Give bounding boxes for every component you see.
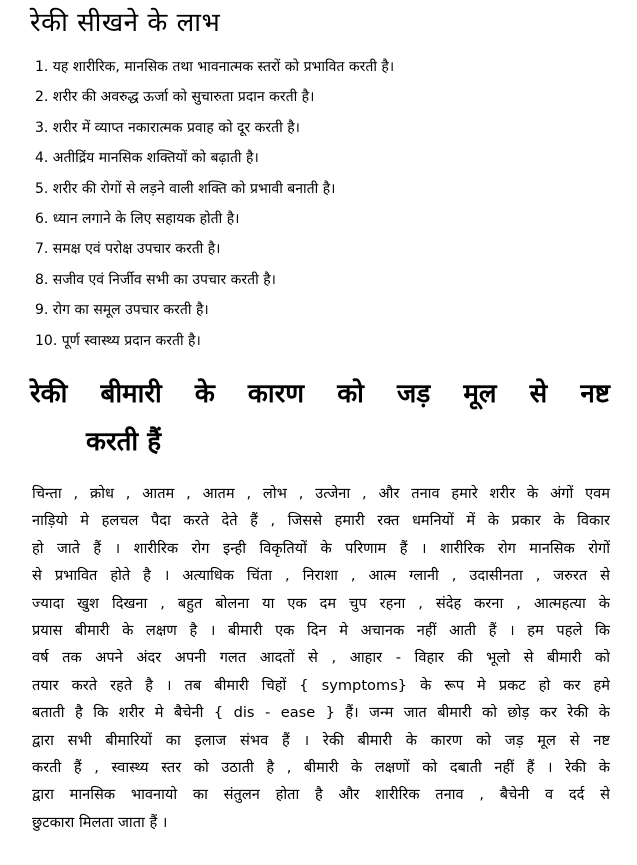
benefit-item: 4. अतीद्रिंय मानसिक शक्तियों को बढ़ाती है। bbox=[35, 150, 259, 167]
cause-heading-line-2: करती हैं bbox=[86, 427, 162, 457]
paragraph-line: प्रयास बीमारी के लक्षण है । बीमारी एक दिन मे अचानक नहीं आती हैं । हम पहले कि bbox=[32, 621, 610, 639]
body-paragraph bbox=[32, 480, 610, 836]
paragraph-line: से प्रभावित होते है । अत्याधिक चिंता , निराशा , आत्म ग्लानी , उदासीनता , जरुरत से bbox=[32, 567, 610, 585]
paragraph-line: चिन्ता , क्रोध , आतम , आतम , लोभ , उत्जेना , और तनाव हमारे शरीर के अंगों एवम bbox=[32, 485, 610, 502]
benefit-item: 5. शरीर की रोगों से लड़ने वाली शक्ति को प्रभावी बनाती है। bbox=[35, 180, 336, 197]
benefit-item: 9. रोग का समूल उपचार करती है। bbox=[35, 302, 209, 319]
paragraph-line: करती हैं , स्वास्थ्य स्तर को उठाती है , बीमारी के लक्षणों को दबाती नहीं हैं । रेकी के bbox=[32, 758, 610, 776]
benefits-heading: रेकी सीखने के लाभ bbox=[30, 8, 221, 38]
paragraph-line: द्वारा सभी बीमारियों का इलाज संभव हैं । रेकी बीमारी के कारण को जड़ मूल से नष्ट bbox=[32, 731, 610, 749]
benefits-list bbox=[35, 52, 394, 356]
benefit-item: 1. यह शारीरिक, मानसिक तथा भावनात्मक स्तरों को प्रभावित करती है। bbox=[35, 59, 395, 75]
paragraph-line: नाड़ियो मे हलचल पैदा करते देते हैं , जिससे हमारी रक्त धमनियों में के प्रकार के विकार bbox=[32, 512, 610, 530]
paragraph-line: तयार करते रहते है । तब बीमारी चिहों { symptoms} के रूप मे प्रकट हो कर हमे bbox=[32, 676, 610, 694]
paragraph-line: हो जाते हैं । शारीरिक रोग इन्ही विकृतियों के परिणाम हैं । शारीरिक रोग मानसिक रोगों bbox=[32, 539, 610, 557]
paragraph-line: बताती है कि शरीर मे बैचेनी { dis - ease } हैं। जन्म जात बीमारी को छोड़ कर रेकी के bbox=[32, 704, 610, 722]
benefit-item: 8. सजीव एवं निर्जीव सभी का उपचार करती है। bbox=[35, 271, 276, 288]
benefit-item: 2. शरीर की अवरुद्ध ऊर्जा को सुचारुता प्रदान करती है। bbox=[35, 89, 315, 106]
cause-heading-line-1: रेकी बीमारी के कारण को जड़ मूल से नष्ट bbox=[30, 379, 610, 409]
paragraph-line: द्वारा मानसिक भावनायो का संतुलन होता है और शारीरिक तनाव , बैचेनी व दर्द से bbox=[32, 786, 610, 804]
paragraph-line: छुटकारा मिलता जाता हैं । bbox=[32, 813, 168, 831]
cause-heading bbox=[30, 370, 610, 466]
benefit-item: 6. ध्यान लगाने के लिए सहायक होती है। bbox=[35, 210, 240, 227]
paragraph-line: ज्यादा खुश दिखना , बहुत बोलना या एक दम चुप रहना , संदेह करना , आत्महत्या के bbox=[32, 594, 610, 612]
benefit-item: 3. शरीर में व्याप्त नकारात्मक प्रवाह को दूर करती है। bbox=[35, 119, 300, 136]
paragraph-line: वर्ष तक अपने अंदर अपनी गलत आदतों से , आहार - विहार की भूलो से बीमारी को bbox=[32, 649, 610, 667]
benefit-item: 7. समक्ष एवं परोक्ष उपचार करती है। bbox=[35, 241, 221, 258]
benefit-item: 10. पूर्ण स्वास्थ्य प्रदान करती है। bbox=[35, 332, 201, 349]
